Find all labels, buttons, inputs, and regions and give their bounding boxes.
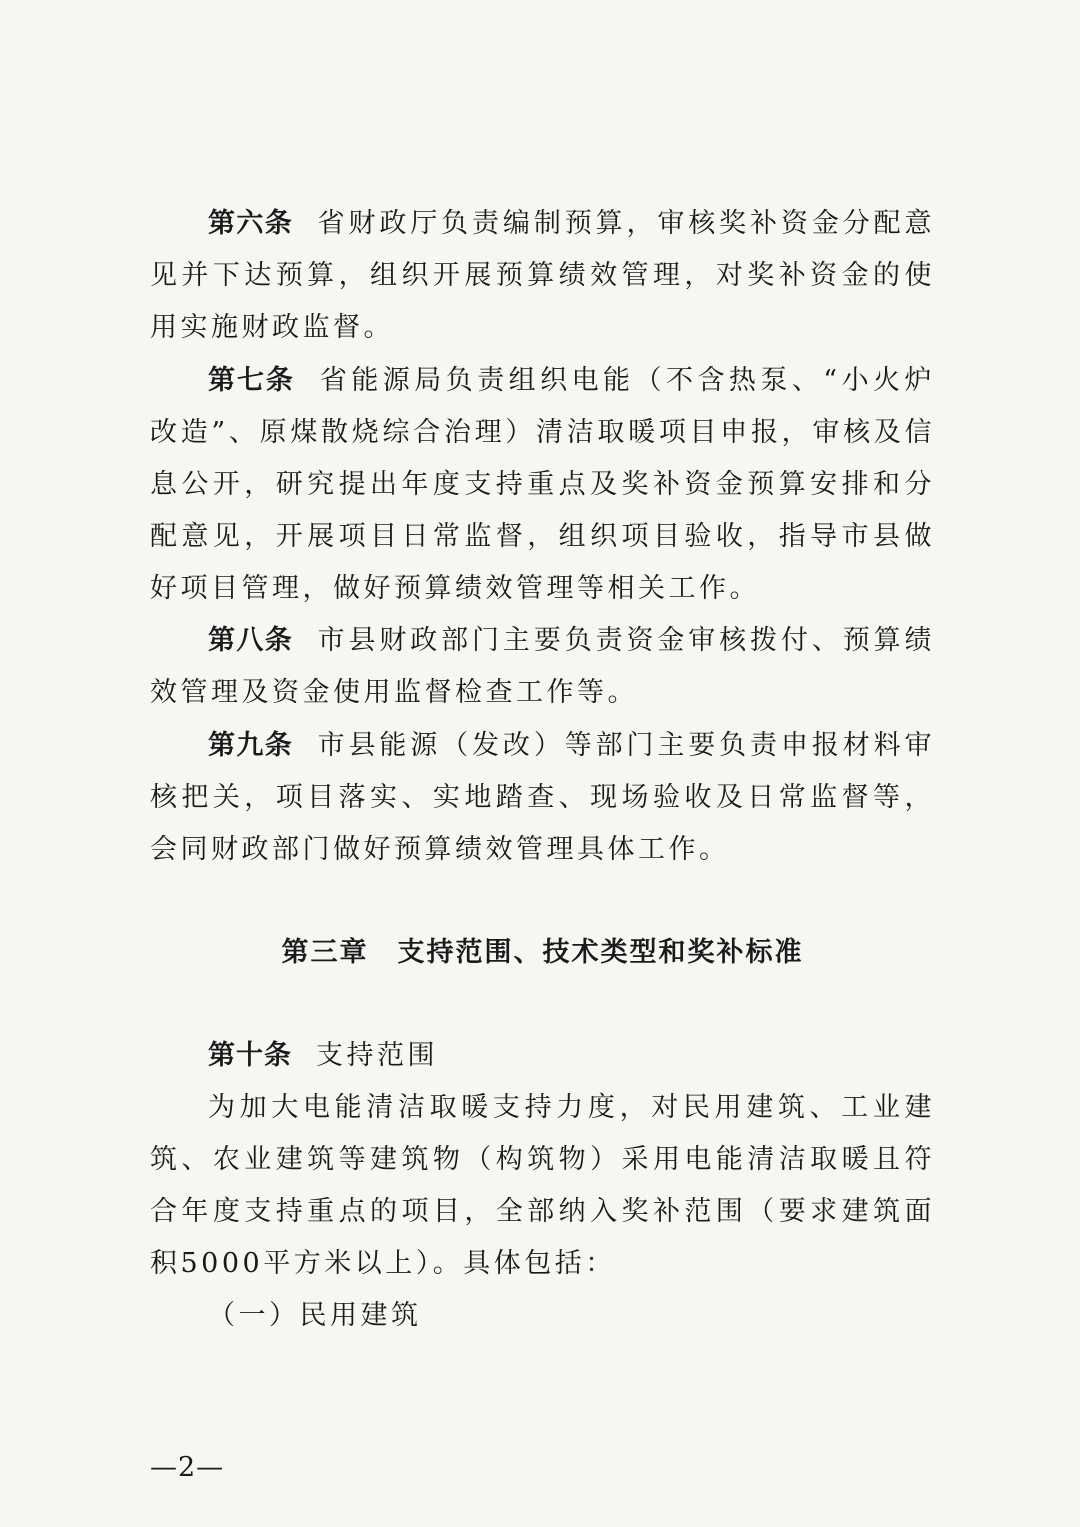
article-9-text: 市县能源（发改）等部门主要负责申报材料审核把关，项目落实、实地踏查、现场验收及日常监督等，会同财政部门做好预算绩效管理具体工作。 — [150, 730, 936, 865]
article-7-text: 省能源局负责组织电能（不含热泵、“小火炉改造”、原煤散烧综合治理）清洁取暖项目申报，审核及信息公开，研究提出年度支持重点及奖补资金预算安排和分配意见，开展项目日常监督，组织项目验收，指导市县做好项目管理，做好预算绩效管理等相关工作。 — [150, 365, 936, 604]
article-7-label: 第七条 — [208, 365, 295, 396]
article-8-label: 第八条 — [208, 625, 294, 656]
article-8-text: 市县财政部门主要负责资金审核拨付、预算绩效管理及资金使用监督检查工作等。 — [150, 625, 936, 708]
article-10-text: 支持范围 — [316, 1040, 438, 1071]
article-10-label: 第十条 — [208, 1040, 292, 1071]
sub-item-civil-buildings: （一）民用建筑 — [208, 1300, 422, 1331]
page-number: —2— — [150, 1452, 225, 1483]
article-9 — [150, 720, 935, 876]
chapter-title: 第三章 支持范围、技术类型和奖补标准 — [281, 937, 804, 968]
article-8 — [150, 615, 935, 719]
article-9-label: 第九条 — [208, 730, 294, 761]
article-6-text: 省财政厅负责编制预算，审核奖补资金分配意见并下达预算，组织开展预算绩效管理，对奖补资金的使用实施财政监督。 — [150, 208, 936, 343]
article-10 — [150, 1030, 935, 1082]
body-paragraph: 为加大电能清洁取暖支持力度，对民用建筑、工业建筑、农业建筑等建筑物（构筑物）采用电能清洁取暖且符合年度支持重点的项目，全部纳入奖补范围（要求建筑面积5000平方米以上）。具体包括： — [150, 1092, 935, 1279]
article-6-label: 第六条 — [208, 208, 294, 239]
article-6 — [150, 198, 935, 354]
article-7 — [150, 355, 935, 615]
